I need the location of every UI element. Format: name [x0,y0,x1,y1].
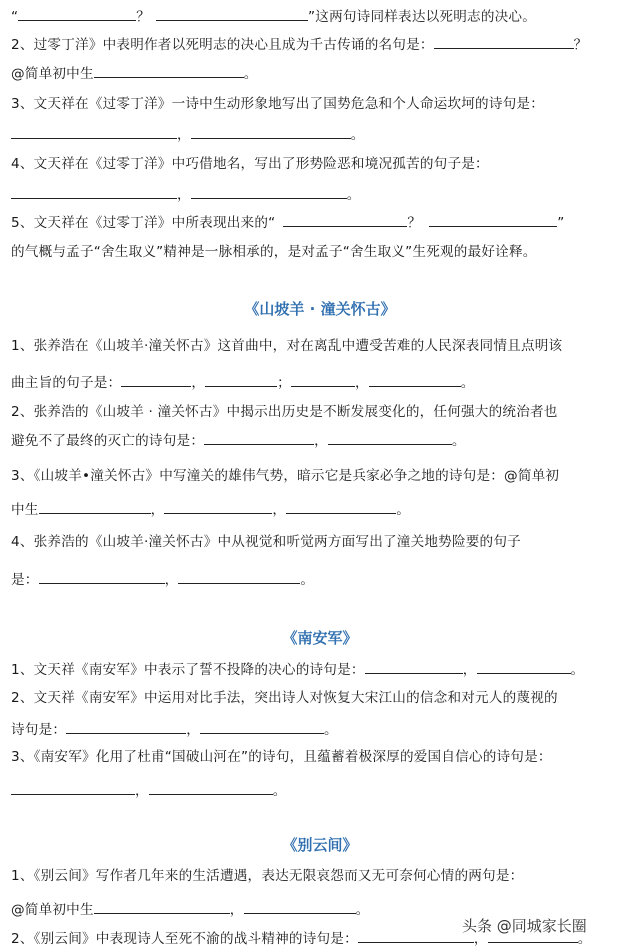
q-line-6 [11,154,632,174]
q-line-4 [11,94,632,114]
answer-blank[interactable] [244,899,356,914]
text: ， [177,127,191,143]
q-line-11 [11,372,632,393]
q-line-15 [11,499,632,520]
text: ， [186,722,200,738]
text: ， [135,783,149,799]
answer-blank[interactable] [39,499,151,514]
text: ？ [407,215,422,231]
answer-blank[interactable] [365,659,463,674]
text: ， [150,502,165,518]
text: 曲主旨的句子是： [11,375,122,391]
text: 3、文天祥在《过零丁洋》一诗中生动形象地写出了国势危急和个人命运坎坷的诗句是： [11,96,545,112]
text: 。 [346,187,361,203]
text: ， [177,187,191,203]
text: “ [11,9,19,25]
q-line-5 [11,124,632,145]
q-line-1 [11,6,632,27]
text: 2、过零丁洋》中表明作者以死明志的决心且成为千古传诵的名句是： [11,37,434,53]
answer-blank[interactable] [121,372,191,387]
text: ， [272,502,287,518]
q-line-10 [11,336,632,356]
text: 。 [577,931,592,947]
q-line-8 [11,212,632,233]
answer-blank[interactable] [178,569,300,584]
text: 避免不了最终的灭亡的诗句是： [11,433,205,449]
answer-blank[interactable] [11,124,177,139]
text: 。 [300,572,315,588]
text: ， [473,931,488,947]
q-line-13 [11,430,632,451]
text: ， [354,375,369,391]
answer-blank[interactable] [11,780,135,795]
q-line-7 [11,184,632,205]
text: 。 [570,662,585,678]
text: 4、文天祥在《过零丁洋》中巧借地名，写出了形势险恶和境况孤苦的句子是： [11,156,489,172]
answer-blank[interactable] [191,124,351,139]
text: ， [314,433,328,449]
text: 1、文天祥《南安军》中表示了誓不投降的决心的诗句是： [11,662,365,678]
text: ” [557,215,565,231]
text: 。 [451,433,466,449]
answer-blank[interactable] [156,6,308,21]
text: 诗句是： [11,722,67,738]
answer-blank[interactable] [94,899,230,914]
text: 。 [272,783,287,799]
q-line-3 [11,63,632,84]
text: 。 [350,127,365,143]
answer-blank[interactable] [200,719,324,734]
text: 2、文天祥《南安军》中运用对比手法，突出诗人对恢复大宋江山的信念和对元人的蔑视的 [11,690,558,706]
text: ， [191,375,206,391]
q-line-9 [11,242,632,262]
text: 中生 [11,502,39,518]
text: ， [229,902,244,918]
answer-blank[interactable] [191,184,347,199]
q-line-16 [11,532,632,552]
text: ， [462,662,477,678]
answer-blank[interactable] [39,569,165,584]
q-line-23 [11,866,632,886]
q-line-18 [11,659,632,680]
text: 。 [460,375,475,391]
answer-blank[interactable] [283,212,407,227]
answer-blank[interactable] [94,63,244,78]
answer-blank[interactable] [434,34,574,49]
answer-blank[interactable] [286,499,396,514]
text: 。 [243,66,258,82]
q-line-12 [11,402,632,422]
answer-blank[interactable] [11,184,177,199]
answer-blank[interactable] [205,372,277,387]
answer-blank[interactable] [358,928,474,943]
q-line-20 [11,719,632,740]
q-line-19 [11,688,632,708]
watermark: 头条 @同城家长圈 [462,917,587,935]
text: 。 [396,502,410,518]
q-line-21 [11,747,632,767]
text: @简单初中生 [11,902,94,918]
section-heading-nananjun: 《南安军》 [282,629,358,647]
answer-blank[interactable] [369,372,461,387]
section-heading-shanpoyang: 《山坡羊 · 潼关怀古》 [244,300,396,318]
answer-blank[interactable] [291,372,355,387]
answer-blank[interactable] [18,6,136,21]
q-line-14 [11,466,632,486]
answer-blank[interactable] [328,430,452,445]
text: ？ [136,9,151,25]
text: 的气概与孟子“舍生取义”精神是一脉相承的，是对孟子“舍生取义”生死观的最好诠释。 [11,244,537,260]
text: 。 [323,722,338,738]
q-line-17 [11,569,632,590]
text: 。 [355,902,370,918]
text: 3、《山坡羊•潼关怀古》中写潼关的雄伟气势，暗示它是兵家必争之地的诗句是：@简单初 [11,468,560,484]
text: 2、《别云间》中表现诗人至死不渝的战斗精神的诗句是： [11,931,358,947]
text: 5、文天祥在《过零丁洋》中所表现出来的“ [11,215,276,231]
text: 1、张养浩在《山坡羊·潼关怀古》这首曲中，对在离乱中遭受苦难的人民深表同情且点明该 [11,338,563,354]
text: ”这两句诗同样表达以死明志的决心。 [308,9,536,25]
text: ； [277,375,291,391]
q-line-2 [11,34,632,55]
answer-blank[interactable] [149,780,273,795]
text: 2、张养浩的《山坡羊 · 潼关怀古》中揭示出历史是不断发展变化的，任何强大的统治者也 [11,404,558,420]
answer-blank[interactable] [204,430,314,445]
text: @简单初中生 [11,66,94,82]
answer-blank[interactable] [66,719,186,734]
text: 4、张养浩的《山坡羊·潼关怀古》中从视觉和听觉两方面写出了潼关地势险要的句子 [11,534,521,550]
text: ？ [573,37,588,53]
answer-blank[interactable] [164,499,272,514]
section-heading-bieyunjian: 《别云间》 [282,836,358,854]
text: 1、《别云间》写作者几年来的生活遭遇，表达无限哀怨而又无可奈何心情的两句是： [11,868,524,884]
text: 是： [11,572,39,588]
text: ， [164,572,179,588]
q-line-22 [11,780,632,801]
answer-blank[interactable] [429,212,557,227]
answer-blank[interactable] [477,659,571,674]
text: 3、《南安军》化用了杜甫“国破山河在”的诗句，且蕴蓄着极深厚的爱国自信心的诗句是： [11,749,552,765]
